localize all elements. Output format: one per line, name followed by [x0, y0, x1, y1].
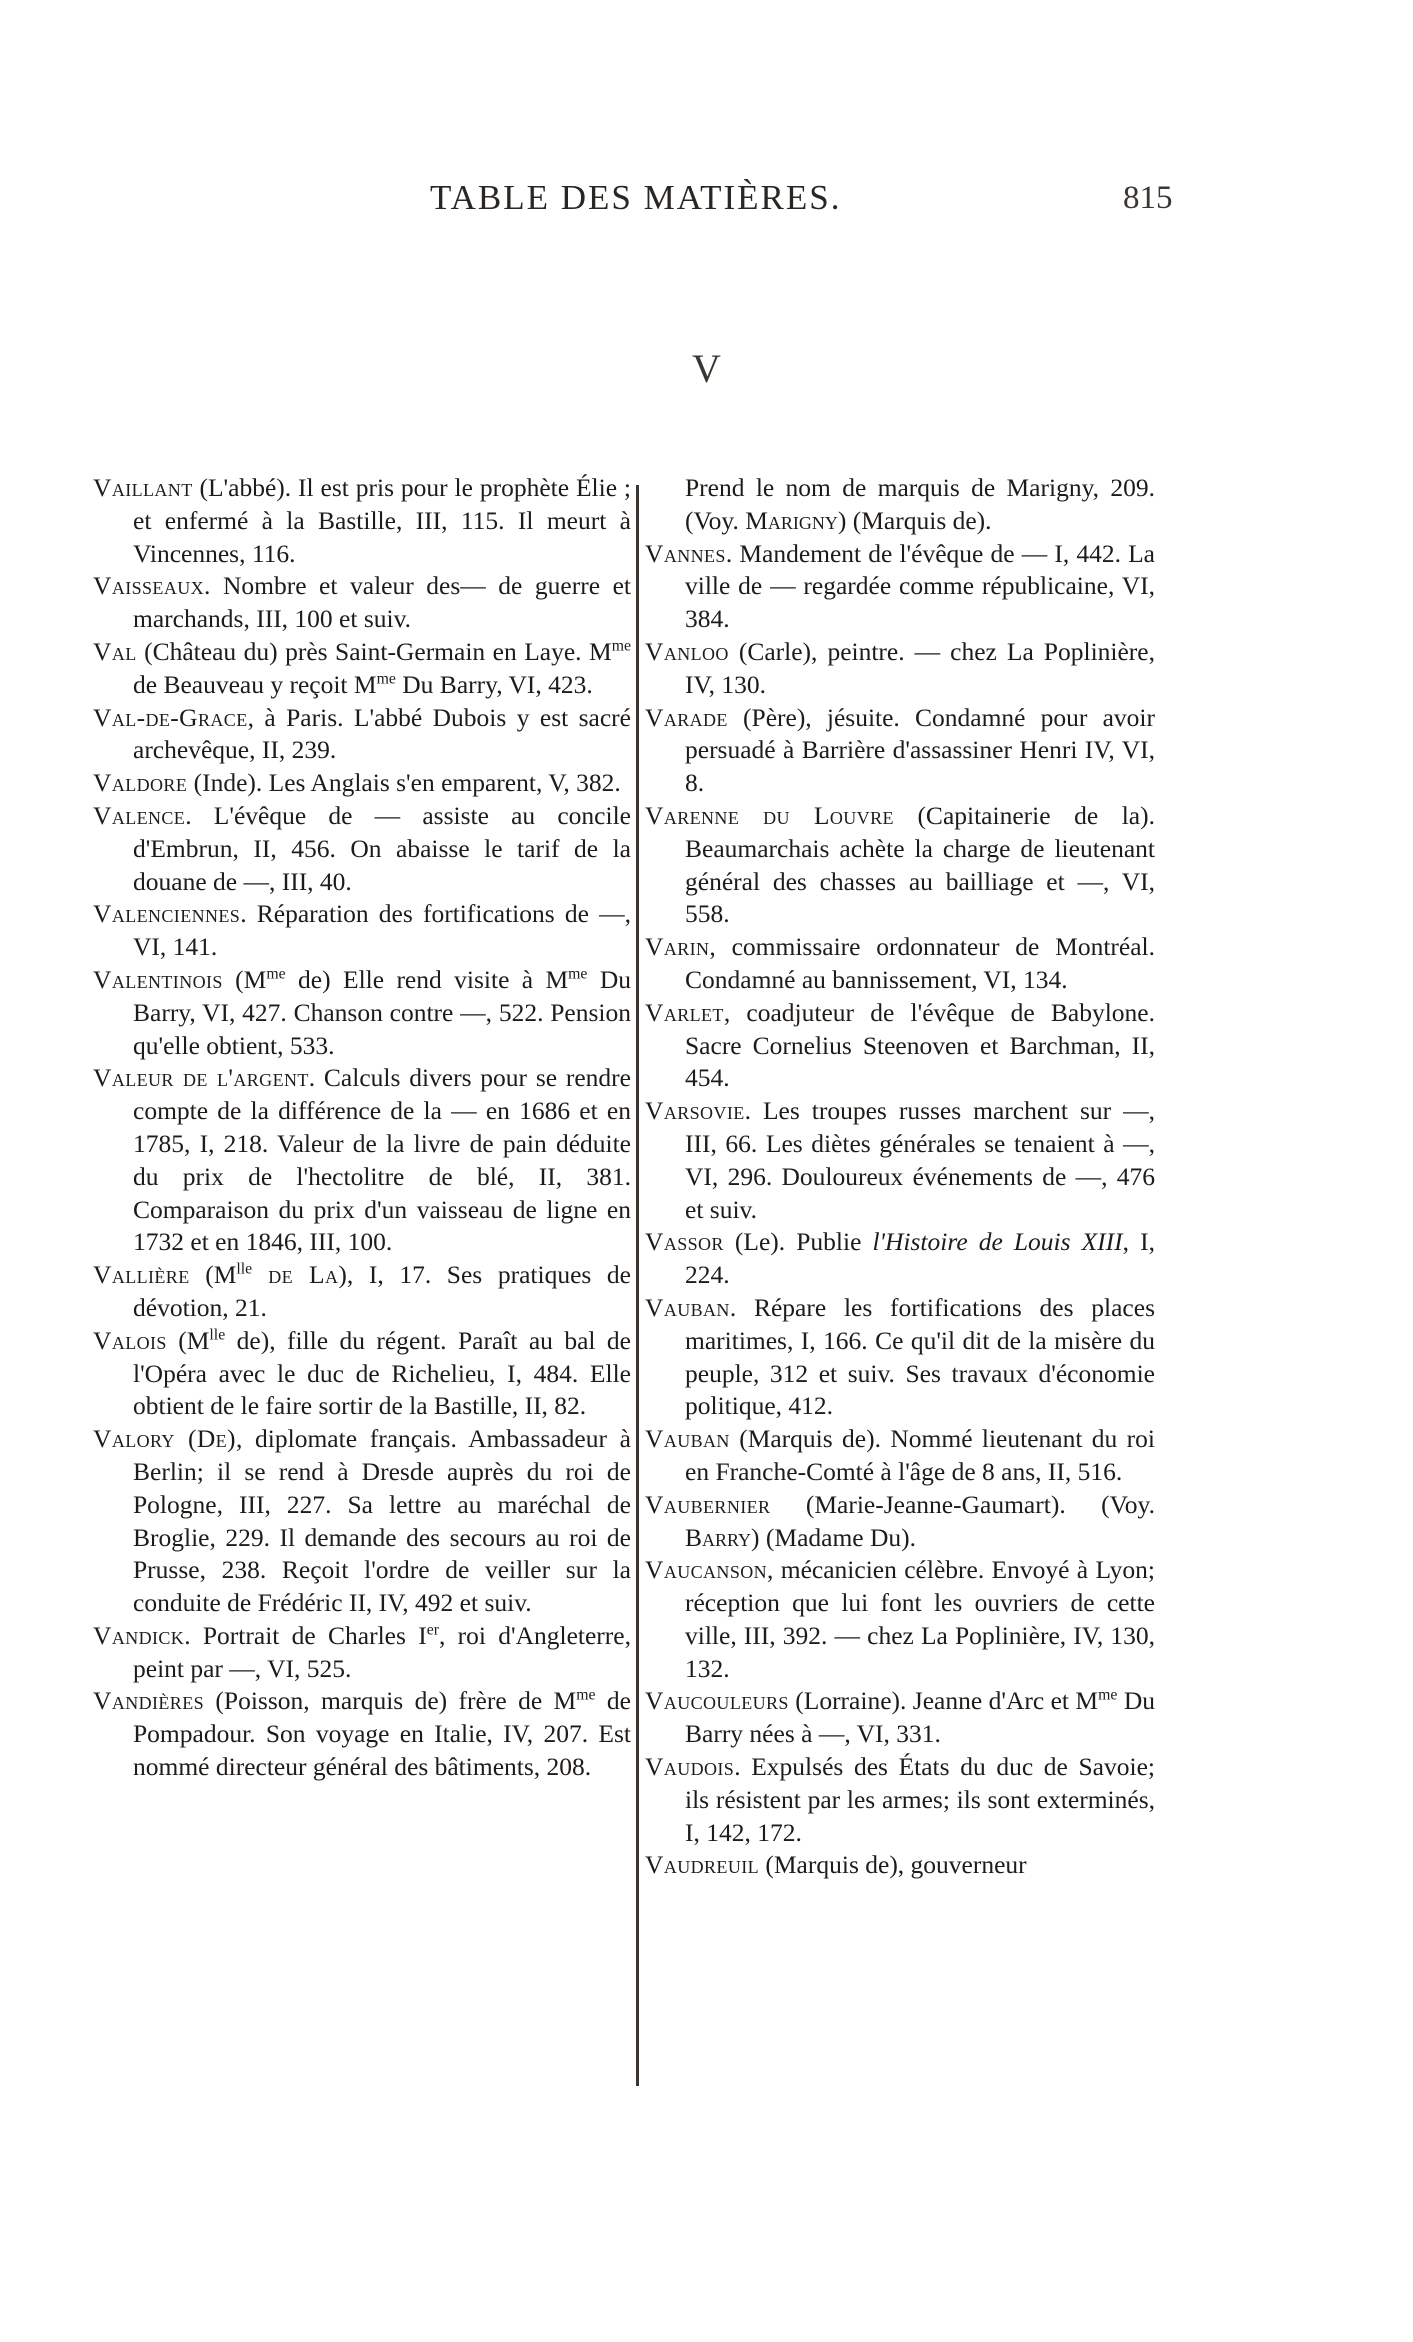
index-entry — [93, 1259, 631, 1325]
column-divider — [636, 485, 639, 2086]
superscript: me — [611, 637, 631, 655]
index-entry — [645, 800, 1155, 931]
entry-headword: Valenciennes — [93, 899, 241, 929]
entry-text: (Marquis de), gouverneur — [759, 1850, 1027, 1880]
entry-text: (Marquis de). Nommé lieutenant du roi en Franche-Comté à l'âge de 8 ans, II, 516. — [685, 1424, 1155, 1486]
entry-headword: Valory — [93, 1424, 175, 1454]
entry-text: ), I, 17. Ses pratiques de dévotion, 21. — [133, 1260, 631, 1322]
entry-text: . Répare les fortifications des places maritimes, I, 166. Ce qu'il dit de la misère du peuple, 312 et suiv. Ses travaux d'économie politique, 412. — [685, 1292, 1155, 1421]
entry-headword: Vaisseaux — [93, 571, 205, 601]
entry-headword: Vaillant — [93, 473, 193, 502]
index-entry — [645, 1226, 1155, 1292]
superscript: me — [1098, 1687, 1118, 1704]
entry-text: ) (Marquis de). — [837, 505, 992, 535]
entry-headword: Valentinois — [93, 964, 223, 994]
entry-text: Du Barry, VI, 423. — [395, 669, 593, 699]
entry-text: , mécanicien célèbre. Envoyé à Lyon; réception que lui font les ouvriers de cette ville, III, 392. — chez La Poplinière, IV, 130, 132. — [685, 1555, 1155, 1683]
entry-text: de) Elle rend visite à M — [285, 964, 569, 994]
index-entry — [93, 702, 631, 768]
entry-headword: Vaubernier — [645, 1489, 771, 1519]
entry-text: (Capitainerie de la). Beaumarchais achète la charge de lieutenant général des chasses au bailliage et —, VI, 558. — [685, 800, 1155, 929]
entry-headword: Vaucanson — [645, 1555, 768, 1585]
entry-text: de), fille du régent. Paraît au bal de l'Opéra avec le duc de Richelieu, I, 484. Elle obtient de le faire sortir de la Bastille, II, 82. — [133, 1325, 631, 1421]
index-entry — [93, 1423, 631, 1620]
index-entry — [645, 1554, 1155, 1685]
page-title: TABLE DES MATIÈRES. — [430, 178, 842, 217]
cross-reference: Barry — [685, 1522, 752, 1552]
entry-text: (Carle), peintre. — chez La Poplinière, IV, 130. — [685, 636, 1155, 699]
entry-text: ) (Madame Du). — [751, 1522, 917, 1552]
entry-text: , à Paris. L'abbé Dubois y est sacré archevêque, II, 239. — [133, 702, 631, 765]
index-entry — [645, 1095, 1155, 1226]
entry-text: (Château du) près Saint-Germain en Laye. M — [136, 636, 612, 666]
index-entry — [645, 1751, 1155, 1849]
entry-text: . Les troupes russes marchent sur —, III, 66. Les diètes générales se tenaient à —, VI, 296. Douloureux événements de —, 476 et suiv. — [685, 1096, 1155, 1224]
entry-headword: (De) — [174, 1424, 236, 1454]
entry-text: , I, 224. — [685, 1227, 1155, 1290]
cross-reference: Marigny — [745, 505, 838, 535]
index-entry — [93, 570, 631, 636]
entry-text: . Portrait de Charles I — [184, 1620, 427, 1650]
entry-headword: de La — [252, 1260, 339, 1290]
index-column-right — [645, 472, 1155, 1882]
index-entry — [645, 702, 1155, 800]
entry-text: (Le). Publie — [723, 1227, 873, 1257]
entry-headword: Vaucouleurs — [645, 1686, 789, 1716]
entry-headword: Vaudois — [645, 1752, 735, 1782]
entry-headword: Varenne du Louvre — [645, 800, 894, 830]
entry-text: (Marie-Jeanne-Gaumart). (Voy. — [770, 1489, 1155, 1519]
entry-headword: Varin — [645, 932, 710, 962]
entry-text: de Pompadour. Son voyage en Italie, IV, 207. Est nommé directeur général des bâtiments, 208. — [133, 1686, 631, 1782]
entry-headword: Valeur de l'argent — [93, 1063, 309, 1093]
index-entry — [93, 800, 631, 898]
entry-text: . Expulsés des États du duc de Savoie; ils résistent par les armes; ils sont exterminés, I, 142, 172. — [685, 1752, 1155, 1847]
index-entry-continuation — [645, 472, 1155, 538]
index-entry — [645, 1685, 1155, 1751]
index-entry — [93, 898, 631, 964]
entry-headword: Valdore — [93, 768, 188, 798]
index-entry — [93, 1620, 631, 1686]
superscript: me — [568, 965, 588, 983]
index-entry — [645, 1489, 1155, 1555]
superscript: er — [426, 1621, 439, 1639]
entry-text: (Poisson, marquis de) frère de M — [204, 1686, 577, 1716]
entry-text: (M — [222, 964, 267, 994]
entry-text: , coadjuteur de l'évêque de Babylone. Sacre Cornelius Steenoven et Barchman, II, 454. — [685, 997, 1155, 1093]
index-entry — [645, 1292, 1155, 1423]
entry-text: de Beauveau y reçoit M — [133, 669, 377, 699]
index-entry — [93, 767, 631, 800]
entry-text: (Père), jésuite. Condamné pour avoir persuadé à Barrière d'assassiner Henri IV, VI, 8. — [685, 702, 1155, 798]
entry-text: (Inde). Les Anglais s'en emparent, V, 382. — [187, 768, 621, 798]
superscript: me — [376, 670, 396, 688]
index-entry — [645, 1849, 1155, 1882]
entry-text: (L'abbé). Il est pris pour le prophète Élie ; et enfermé à la Bastille, III, 115. Il meurt à Vincennes, 116. — [133, 473, 631, 568]
section-letter: V — [692, 346, 721, 391]
entry-headword: Vanloo — [645, 636, 729, 666]
entry-text: (Lorraine). Jeanne d'Arc et M — [788, 1686, 1099, 1716]
entry-headword: Vauban — [645, 1292, 730, 1322]
entry-text: . Mandement de l'évêque de — I, 442. La ville de — regardée comme républicaine, VI, 384. — [685, 538, 1155, 634]
entry-headword: Varlet — [645, 997, 724, 1027]
entry-text: . Calculs divers pour se rendre compte de la différence de la — en 1686 et en 1785, I, 218. Valeur de la livre de pain déduite du prix de l'hectolitre de blé, II, 381. Comparaison du prix d'un vaisseau de ligne en 1732 et en 1846, III, 100. — [133, 1063, 631, 1257]
index-entry — [645, 1423, 1155, 1489]
entry-text: , diplomate français. Ambassadeur à Berlin; il se rend à Dresde auprès du roi de Pologne, III, 227. Sa lettre au maréchal de Broglie, 229. Il demande des secours au roi de Prusse, 238. Reçoit l'ordre de veiller sur la conduite de Frédéric II, IV, 492 et suiv. — [133, 1424, 631, 1618]
book-title: l'Histoire de Louis XIII — [872, 1227, 1123, 1257]
entry-headword: Varade — [645, 702, 728, 732]
superscript: me — [576, 1687, 596, 1704]
entry-headword: Varsovie — [645, 1096, 745, 1126]
entry-text: Du Barry, VI, 427. Chanson contre —, 522. Pension qu'elle obtient, 533. — [133, 964, 632, 1060]
entry-headword: Val — [93, 636, 137, 666]
entry-text: Prend le nom de marquis de Marigny, 209. (Voy. — [685, 473, 1155, 535]
entry-headword: Valence — [93, 800, 186, 830]
index-entry — [93, 1685, 631, 1783]
index-entry — [645, 636, 1155, 702]
superscript: lle — [209, 1326, 226, 1344]
entry-text: , commissaire ordonnateur de Montréal. Condamné au bannissement, VI, 134. — [685, 932, 1155, 994]
running-header — [0, 178, 1413, 228]
entry-text: , roi d'Angleterre, peint par —, VI, 525. — [133, 1620, 631, 1683]
entry-text: Du Barry nées à —, VI, 331. — [685, 1686, 1155, 1749]
entry-headword: Val-de-Grace — [93, 702, 248, 732]
index-entry — [93, 472, 631, 570]
entry-text: . Nombre et valeur des— de guerre et marchands, III, 100 et suiv. — [133, 571, 631, 634]
entry-headword: Vassor — [645, 1227, 724, 1257]
entry-headword: Vaudreuil — [645, 1850, 760, 1880]
entry-headword: Vauban — [645, 1424, 730, 1454]
entry-headword: Vandières — [93, 1686, 205, 1716]
entry-headword: Vannes — [645, 538, 726, 568]
entry-headword: Vallière — [93, 1260, 190, 1290]
entry-text: (M — [166, 1325, 210, 1355]
entry-text: . L'évêque de — assiste au concile d'Embrun, II, 456. On abaisse le tarif de la douane de —, III, 40. — [133, 800, 631, 896]
index-entry — [93, 964, 631, 1062]
entry-text: (M — [189, 1260, 237, 1290]
index-entry — [645, 538, 1155, 636]
entry-headword: Valois — [93, 1325, 167, 1355]
superscript: lle — [236, 1260, 253, 1278]
index-entry — [645, 997, 1155, 1095]
index-entry — [645, 931, 1155, 997]
page-number: 815 — [1123, 180, 1173, 216]
superscript: me — [266, 965, 286, 983]
entry-text: . Réparation des fortifications de —, VI, 141. — [133, 899, 631, 962]
index-column-left — [93, 472, 631, 1784]
index-entry — [93, 636, 631, 702]
index-entry — [93, 1325, 631, 1423]
index-entry — [93, 1062, 631, 1259]
entry-headword: Vandick — [93, 1620, 185, 1650]
